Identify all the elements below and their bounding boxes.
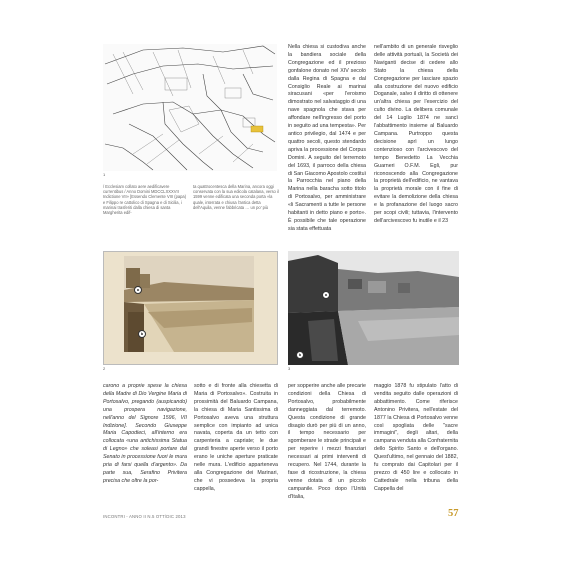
text-column-bottom-1 <box>103 383 187 486</box>
paragraph: carono a proprie spese la chiesa della Madre di Dio Vergine Maria di Portosalvo, pregando (auspicando) una prospera navigazione, nell'anno del Signore 1596, VII Indizione]. Secondo Giuseppe Maria Capodieci, all'interno era collocata «una antichissima Statua di Legno» che soleasi portare dal Senato in processione fuori le mura pria di farsi quella d'argento». Da parte sua, Serafino Privitera precisa che oltre la por- <box>103 383 187 484</box>
photo-badge-a: a <box>134 286 142 294</box>
historic-photo-bw <box>288 251 459 365</box>
historic-photo-sepia <box>103 251 278 365</box>
bw-photo-image <box>288 251 459 365</box>
sepia-photo-image <box>104 252 277 364</box>
text-column-bottom-4 <box>374 383 458 494</box>
paragraph: per sopperire anche alle precarie condizioni della Chiesa di Portosalvo, probabilmente danneggiata dal terremoto. Questa condizione di grande disagio durò per più di un anno, il tempo necessario per sgomberare le strade principali e per reperire i mezzi finanziari necessari ai primi interventi di recupero. Nel 1744, durante la fase di ricostruzione, la chiesa venne dotata di un piccolo campanile. Poco dopo l'Unità d'Italia, <box>288 383 366 500</box>
map-drawing <box>103 44 277 171</box>
magazine-footer: INCONTRI - ANNO II N.5 OTT/DIC 2013 <box>103 514 186 519</box>
map-figure <box>103 44 277 171</box>
photo-badge-a: a <box>322 291 330 299</box>
text-column-bottom-3 <box>288 383 366 502</box>
map-caption-continued: ta quattrocentesca della Marina, ancora oggi conservata con la sua edicola catalana, verso il 1599 venne edificata una seconda porta «la quale, interrata e chiusa l'antica detta dell'Aquila, venne fabbricata … un po' più <box>193 184 279 210</box>
text-column-bottom-2 <box>194 383 278 494</box>
map-caption: / Ecclesiam collato aere aedificavere currentibus / Anno Domini MDCCLXXXVII Indictione VII» [Essendo Clemente VIII (papa) e Filippo re cattolico di Spagna e di Sicilia, i marinai trasferiti dalla chiesa di santa Margherita edif- <box>103 184 187 216</box>
page-number: 57 <box>448 508 459 519</box>
text-column-top-middle <box>288 44 366 234</box>
paragraph: Nella chiesa si custodiva anche la bandiera sociale della Congregazione ed il prezioso gonfalone donato nel XIV secolo dalla Regina di Spagna e dal Consiglio Reale ai marinai siracusani «per l'eroismo dimostrato nel salvataggio di una nave spagnola che stava per affondare nell'ingresso del porto in seguito ad una tempesta». Per antico privilegio, dal 1474 e per quattro secoli, questo stendardo apriva la processione del Corpus Domini. A seguito del terremoto del 1693, il parroco della chiesa di San Giacomo Apostolo costituì la Parrocchia nel piano della Marina nella baracha sotto titolo di Portosalvo, per amministrare «li Sacramenti a tutte le persone habitanti in detto piano e porto». È possibile che tale operazione sia stata effettuata <box>288 44 366 232</box>
paragraph: maggio 1878 fu stipulato l'atto di vendita seguito dalle operazioni di abbattimento. Come riferisce Antonino Privitera, nell'estate del 1877 la Chiesa di Portosalvo venne così spogliata delle "sacre immagini", degli altari, della campana venduta alla Confraternita dello Spirito Santo e dell'organo. Quest'ultimo, nel gennaio del 1882, fu comprato dai Capitolari per il prezzo di 450 lire e collocato in Cattedrale nella tribuna della Cappella del <box>374 383 458 492</box>
photo-badge-b: b <box>296 351 304 359</box>
photo-badge-b: b <box>138 330 146 338</box>
paragraph: sotto e di fronte alla chiesetta di Maria di Portosalvo». Costruita in prossimità del Baluardo Campana, la chiesa di Maria Santissima di Portosalvo aveva una struttura semplice con impianto ad unica navata, coperta da un tetto con carpenteria a capriate; le due grandi finestre aperte verso il porto erano le uniche aperture praticate nelle mura. L'edificio apparteneva alla Congregazione dei Marinari, che vi possedeva la propria cappella, <box>194 383 278 492</box>
figure-number: 3 <box>288 366 291 371</box>
figure-number: 2 <box>103 366 106 371</box>
figure-number: 1 <box>103 172 106 177</box>
text-column-top-right <box>374 44 458 226</box>
paragraph: nell'ambito di un generale risveglio delle attività portuali, la Società dei Naviganti decise di cedere allo Stato la chiesa della Congregazione per lasciare spazio alla costruzione del nuovo edificio Doganale, salvo il diritto di ottenere un'altra chiesa per l'esercizio del culto divino. La delibera comunale del 14 Luglio 1874 ne sancì l'abbattimento insieme al Baluardo Campana. Purtroppo questa decisione aprì un lungo contenzioso con l'arcivescovo del tempo Benedetto La Vecchia Guarneri O.F.M. Egli, pur riconoscendo alla Congregazione la proprietà dell'edificio, ne vantava la proprietà morale con il fine di evitare la demolizione della chiesa e la profanazione del luogo sacro per scopi civili; tuttavia, l'intervento dell'arcivescovo fu inutile e il 23 <box>374 44 458 224</box>
